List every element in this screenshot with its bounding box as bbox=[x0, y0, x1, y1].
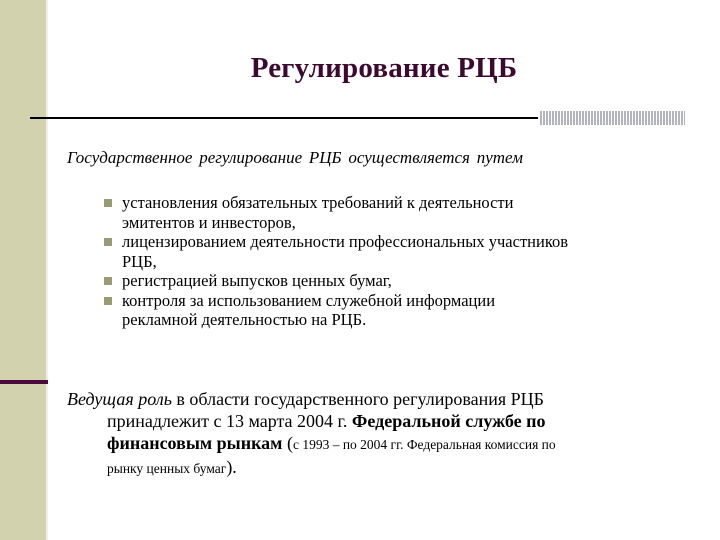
lead-line-1-rest: в области государственного регулирования РЦБ bbox=[171, 389, 544, 409]
lead-line-3 bbox=[67, 432, 667, 456]
lead-line-2-text: принадлежит с 13 марта 2004 г. bbox=[107, 411, 352, 431]
lead-italic: Ведущая роль bbox=[67, 389, 172, 409]
square-bullet-icon bbox=[104, 277, 112, 285]
lead-line-3-paren: ( bbox=[282, 433, 293, 453]
bullet-line: лицензированием деятельности профессиональных участников bbox=[122, 232, 569, 251]
title-divider-accent bbox=[540, 111, 685, 125]
bullet-line: установления обязательных требований к деятельности bbox=[122, 193, 514, 212]
lead-paragraph bbox=[67, 388, 667, 480]
lead-line-3-bold: финансовым рынкам bbox=[107, 433, 283, 453]
bullet-line: регистрацией выпусков ценных бумаг, bbox=[122, 271, 392, 290]
lead-line-2 bbox=[67, 410, 667, 432]
lead-line-1 bbox=[67, 389, 544, 409]
square-bullet-icon bbox=[104, 297, 112, 305]
lead-line-4-small: рынку ценных бумаг bbox=[107, 461, 227, 476]
title-divider bbox=[30, 117, 538, 119]
bullet-line: рекламной деятельностью на РЦБ. bbox=[122, 310, 367, 329]
lead-line-4-close: ). bbox=[226, 457, 237, 477]
bullet-line: эмитентов и инвесторов, bbox=[122, 212, 296, 232]
lead-line-2-bold: Федеральной службе по bbox=[351, 411, 546, 431]
bullet-item bbox=[104, 193, 664, 232]
bullet-list bbox=[104, 193, 664, 330]
lead-line-3-small: с 1993 – по 2004 гг. Федеральная комиссия по bbox=[292, 437, 556, 452]
bullet-item bbox=[104, 291, 664, 330]
bullet-item bbox=[104, 232, 664, 271]
square-bullet-icon bbox=[104, 199, 112, 207]
intro-text: Государственное регулирование РЦБ осуществляется путем bbox=[67, 148, 523, 167]
bullet-line: контроля за использованием служебной информации bbox=[122, 290, 496, 310]
side-accent-mark bbox=[0, 380, 48, 384]
side-band bbox=[0, 0, 46, 540]
square-bullet-icon bbox=[104, 238, 112, 246]
bullet-line: РЦБ, bbox=[122, 251, 157, 271]
slide-title: Регулирование РЦБ bbox=[250, 52, 518, 84]
lead-line-4 bbox=[67, 456, 667, 480]
bullet-item bbox=[104, 271, 664, 291]
